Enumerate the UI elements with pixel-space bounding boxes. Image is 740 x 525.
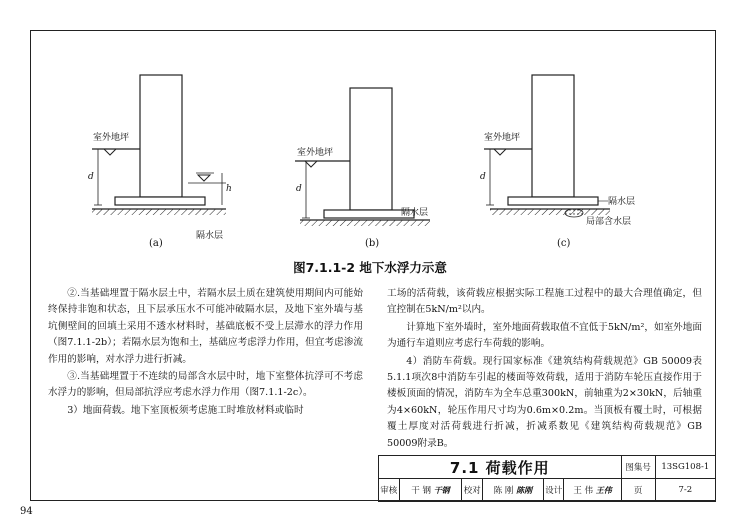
page-label: 页: [621, 479, 655, 502]
design-cell: [564, 479, 621, 502]
title-block: [378, 455, 716, 502]
label-outdoor-c: 室外地坪: [484, 133, 521, 143]
left-para-1: ②.当基础埋置于隔水层土中，若隔水层土质在建筑使用期间内可能始终保持非饱和状态，且下层承压水不可能冲破隔水层，及地下室外墙与基坑侧壁间的回填土采用不透水材料时，基础底板不受上层滞水的浮力作用（图7.1.1-2b）；若隔水层为饱和土，基础应考虑浮力作用，但宜考虑渗流作用的影响，对水浮力进行折减。: [48, 288, 363, 365]
check-cell: [482, 479, 543, 502]
footing-a: [115, 197, 205, 205]
panel-c: [484, 75, 610, 217]
figure-caption: 图7.1.1-2 地下水浮力示意: [293, 260, 447, 275]
label-h-a: h: [226, 184, 232, 194]
tag-a: (a): [149, 238, 163, 249]
label-d-b: d: [296, 184, 302, 194]
column-c: [532, 75, 574, 197]
right-para-3: 4）消防车荷载。现行国家标准《建筑结构荷载规范》GB 50009表5.1.1项次8中消防车引起的楼面等效荷载，适用于消防车轮压直接作用于楼板顶面的情况，消防车为全车总重300kN，前轴重为2×30kN，后轴重为4×60kN，轮压作用尺寸均为0.6m×0.2m。当顶板有覆土时，可根据覆土厚度对活荷载进行折减，折减系数见《建筑结构荷载规范》GB 50009附录B。: [387, 355, 702, 449]
right-column: [387, 286, 702, 453]
title-block-title: 7.1 荷载作用: [379, 456, 622, 479]
left-para-2: ③.当基础埋置于不连续的局部含水层中时，地下室整体抗浮可不考虑水浮力的影响，但局部抗浮应考虑水浮力作用（图7.1.1-2c）。: [48, 371, 363, 399]
left-column: [48, 286, 363, 420]
footing-c: [508, 197, 598, 205]
aquitard-a: [92, 209, 226, 215]
column-a: [140, 75, 182, 197]
column-b: [350, 88, 392, 210]
label-layer-b: 隔水层: [401, 208, 429, 218]
page-number-cell: 7-2: [655, 479, 715, 502]
tag-b: (b): [365, 238, 380, 249]
check-name: 陈 刚: [493, 486, 514, 496]
label-layer-c: 隔水层: [608, 197, 636, 207]
review-name: 干 钢: [411, 486, 431, 496]
label-d-c: d: [480, 172, 486, 182]
label-local-aquifer-c: 局部含水层: [586, 217, 632, 227]
tag-c: (c): [557, 238, 571, 249]
design-name: 王 伟: [573, 486, 594, 496]
label-outdoor-b: 室外地坪: [297, 148, 334, 158]
panel-a: [92, 75, 226, 215]
label-d-a: d: [88, 172, 94, 182]
design-signature: 王伟: [595, 485, 612, 495]
review-cell: [399, 479, 462, 502]
check-signature: 陈刚: [516, 485, 533, 495]
review-signature: 干钢: [433, 485, 450, 495]
atlas-number: 13SG108-1: [655, 456, 715, 479]
design-label: 设计: [543, 479, 564, 502]
right-para-2: 计算地下室外墙时，室外地面荷载取值不宜低于5kN/m²，如室外地面为通行车道则应考虑行车荷载的影响。: [387, 321, 702, 350]
atlas-label: 图集号: [621, 456, 655, 479]
label-outdoor-a: 室外地坪: [93, 133, 130, 143]
aquitard-b: [300, 220, 430, 226]
review-label: 审核: [379, 479, 400, 502]
left-para-3: 3）地面荷载。地下室顶板须考虑施工时堆放材料或临时: [67, 404, 304, 416]
label-layer-a: 隔水层: [196, 231, 224, 241]
local-aquifer-c: [565, 209, 583, 217]
water-level-icon: [198, 175, 210, 181]
check-label: 校对: [462, 479, 483, 502]
right-para-1: 工场的活荷载，该荷载应根据实际工程施工过程中的最大合理值确定，但宜控制在5kN/m²以内。: [387, 288, 702, 316]
page-number: 94: [20, 506, 33, 517]
